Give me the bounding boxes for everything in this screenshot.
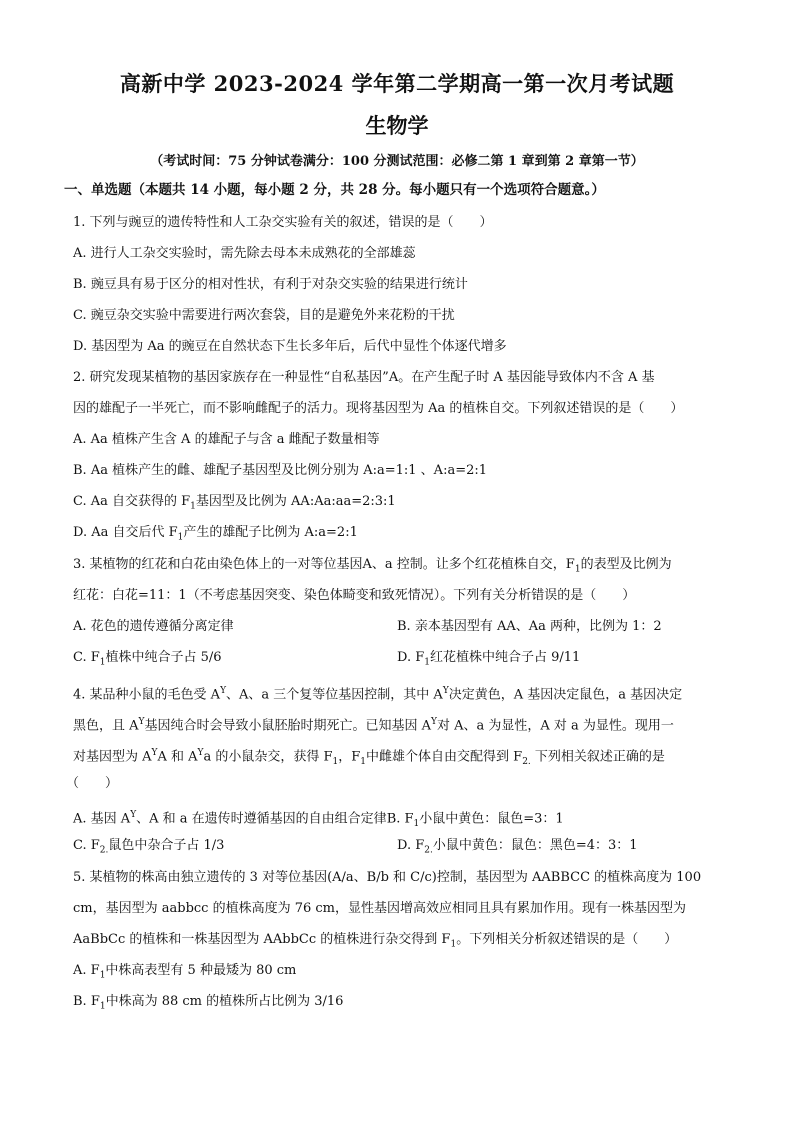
q3-option-a: A. 花色的遗传遵循分离定律 [73, 619, 234, 634]
q2-stem-line1: 2. 研究发现某植物的基因家族存在一种显性“自私基因”A。在产生配子时 A 基因能导致体内不含 A 基 [73, 370, 655, 385]
q5-stem-line3: AaBbCc 的植株和一株基因型为 AAbbCc 的植株进行杂交得到 $F_1$。下列相关分析叙述错误的是（ ） [73, 932, 678, 950]
q5-stem-line1: 5. 某植物的株高由独立遗传的 3 对等位基因(A/a、B/b 和 C/c)控制，基因型为 AABBCC 的植株高度为 100 [73, 870, 702, 885]
q1-option-a: A. 进行人工杂交实验时，需先除去母本未成熟花的全部雄蕊 [73, 246, 416, 261]
q3-stem-line2: 红花：白花=11：1（不考虑基因突变、染色体畸变和致死情况）。下列有关分析错误的是（ ） [73, 588, 636, 603]
q2-stem-line2: 因的雄配子一半死亡，而不影响雌配子的活力。现将基因型为 Aa 的植株自交。下列叙述错误的是（ ） [73, 401, 684, 416]
q1-option-b: B. 豌豆具有易于区分的相对性状，有利于对杂交实验的结果进行统计 [73, 277, 468, 292]
exam-note: （考试时间：75 分钟试卷满分：100 分测试范围：必修二第 1 章到第 2 章第一节） [150, 154, 644, 169]
q1-stem: 1. 下列与豌豆的遗传特性和人工杂交实验有关的叙述，错误的是（ ） [73, 215, 493, 230]
q3-option-d: D. $F_1$红花植株中纯合子占 9/11 [397, 650, 581, 668]
q5-stem-line2: cm，基因型为 aabbcc 的植株高度为 76 cm，显性基因增高效应相同且具有累加作用。现有一株基因型为 [73, 901, 686, 916]
q5-option-b: B. $F_1$中株高为 88 cm 的植株所占比例为 3/16 [73, 994, 344, 1012]
q4-stem-line2: 黑色，且 $A^Y$基因纯合时会导致小鼠胚胎时期死亡。已知基因 $A^Y$对 A、a 为显性，A 对 a 为显性。现用一 [73, 717, 674, 734]
q3-stem-line1: 3. 某植物的红花和白花由染色体上的一对等位基因A、a 控制。让多个红花植株自交，$F_1$的表型及比例为 [73, 557, 672, 575]
q2-option-d: D. Aa 自交后代 $F_1$产生的雄配子比例为 A:a=2:1 [73, 525, 358, 543]
q1-option-c: C. 豌豆杂交实验中需要进行两次套袋，目的是避免外来花粉的干扰 [73, 308, 455, 323]
q4-stem-line1: 4. 某品种小鼠的毛色受 $A^Y$、A、a 三个复等位基因控制，其中 $A^Y$决定黄色，A 基因决定鼠色，a 基因决定 [73, 686, 683, 703]
q5-option-a: A. $F_1$中株高表型有 5 种最矮为 80 cm [73, 963, 297, 981]
q2-option-c: C. Aa 自交获得的 $F_1$基因型及比例为 AA:Aa:aa=2:3:1 [73, 494, 396, 512]
q3-option-b: B. 亲本基因型有 AA、Aa 两种，比例为 1：2 [397, 619, 662, 634]
exam-title: 高新中学 2023-2024 学年第二学期高一第一次月考试题 [119, 71, 675, 96]
q4-stem-line3: 对基因型为 $A^YA$ 和 $A^Ya$ 的小鼠杂交，获得 $F_1$，$F_1$中雌雄个体自由交配得到 $F_{2.}$ 下列相关叙述正确的是 [73, 748, 665, 767]
section-heading: 一、单选题（本题共 14 小题，每小题 2 分，共 28 分。每小题只有一个选项符合题意。） [64, 182, 605, 198]
q4-option-d: D. $F_{2.}$小鼠中黄色：鼠色：黑色=4：3：1 [397, 838, 638, 856]
q2-option-b: B. Aa 植株产生的雌、雄配子基因型及比例分别为 A:a=1:1 、A:a=2:1 [73, 463, 488, 478]
q4-option-c: C. $F_{2.}$鼠色中杂合子占 1/3 [73, 838, 225, 856]
q4-option-a-b: A. 基因 $A^Y$、A 和 a 在遗传时遵循基因的自由组合定律B. $F_1$小鼠中黄色：鼠色=3：1 [73, 810, 564, 829]
subject-title: 生物学 [365, 113, 429, 138]
q2-option-a: A. Aa 植株产生含 A 的雄配子与含 a 雌配子数量相等 [73, 432, 380, 447]
q3-option-c: C. $F_1$植株中纯合子占 5/6 [73, 650, 222, 668]
q1-option-d: D. 基因型为 Aa 的豌豆在自然状态下生长多年后，后代中显性个体逐代增多 [73, 339, 507, 354]
q4-answer-paren: （ ） [66, 776, 119, 791]
